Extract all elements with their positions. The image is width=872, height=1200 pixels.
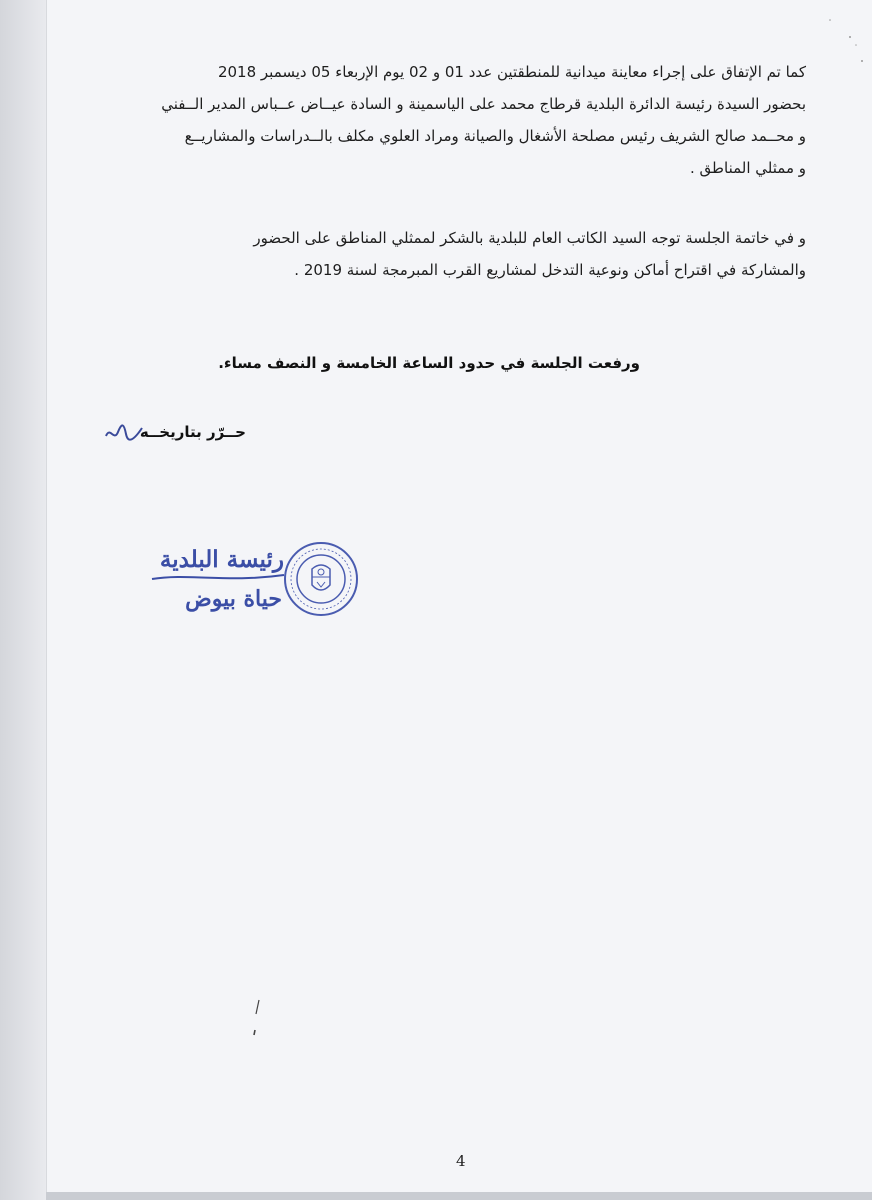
page-number: 4 <box>456 1152 466 1170</box>
session-closing-statement: ورفعت الجلسة في حدود الساعة الخامسة و النصف مساء. <box>218 354 640 372</box>
signature-title: رئيسة البلدية <box>159 546 284 573</box>
scan-dots-icon <box>820 15 870 75</box>
drafted-on-label: حــرّر بتاريخــه <box>139 423 246 441</box>
text-line: والمشاركة في اقتراح أماكن ونوعية التدخل لمشاريع القرب المبرمجة لسنة 2019 . <box>294 261 806 279</box>
paragraph-closing-thanks <box>106 222 806 286</box>
signature-stroke-icon <box>148 571 288 585</box>
paragraph-site-visit <box>106 56 806 184</box>
text-line: و محــمد صالح الشريف رئيس مصلحة الأشغال والصيانة ومراد العلوي مكلف بالــدراسات والمشاريــع <box>184 127 806 145</box>
signature-name: حياة بيوض <box>185 586 282 612</box>
pen-mark-icon <box>252 998 262 1038</box>
handwritten-initials-icon <box>104 422 144 444</box>
scan-edge <box>0 0 46 1200</box>
text-line: و في خاتمة الجلسة توجه السيد الكاتب العام للبلدية بالشكر لممثلي المناطق على الحضور <box>253 229 806 247</box>
official-seal-icon <box>282 541 360 617</box>
text-line: كما تم الإتفاق على إجراء معاينة ميدانية للمنطقتين عدد 01 و 02 يوم الإربعاء 05 ديسمبر 2018 <box>217 63 806 81</box>
text-line: و ممثلي المناطق . <box>690 159 806 177</box>
text-line: بحضور السيدة رئيسة الدائرة البلدية قرطاج محمد على الياسمينة و السادة عيــاض عــباس المدير الــفني <box>161 95 806 113</box>
signature-stamp-block <box>148 536 358 626</box>
